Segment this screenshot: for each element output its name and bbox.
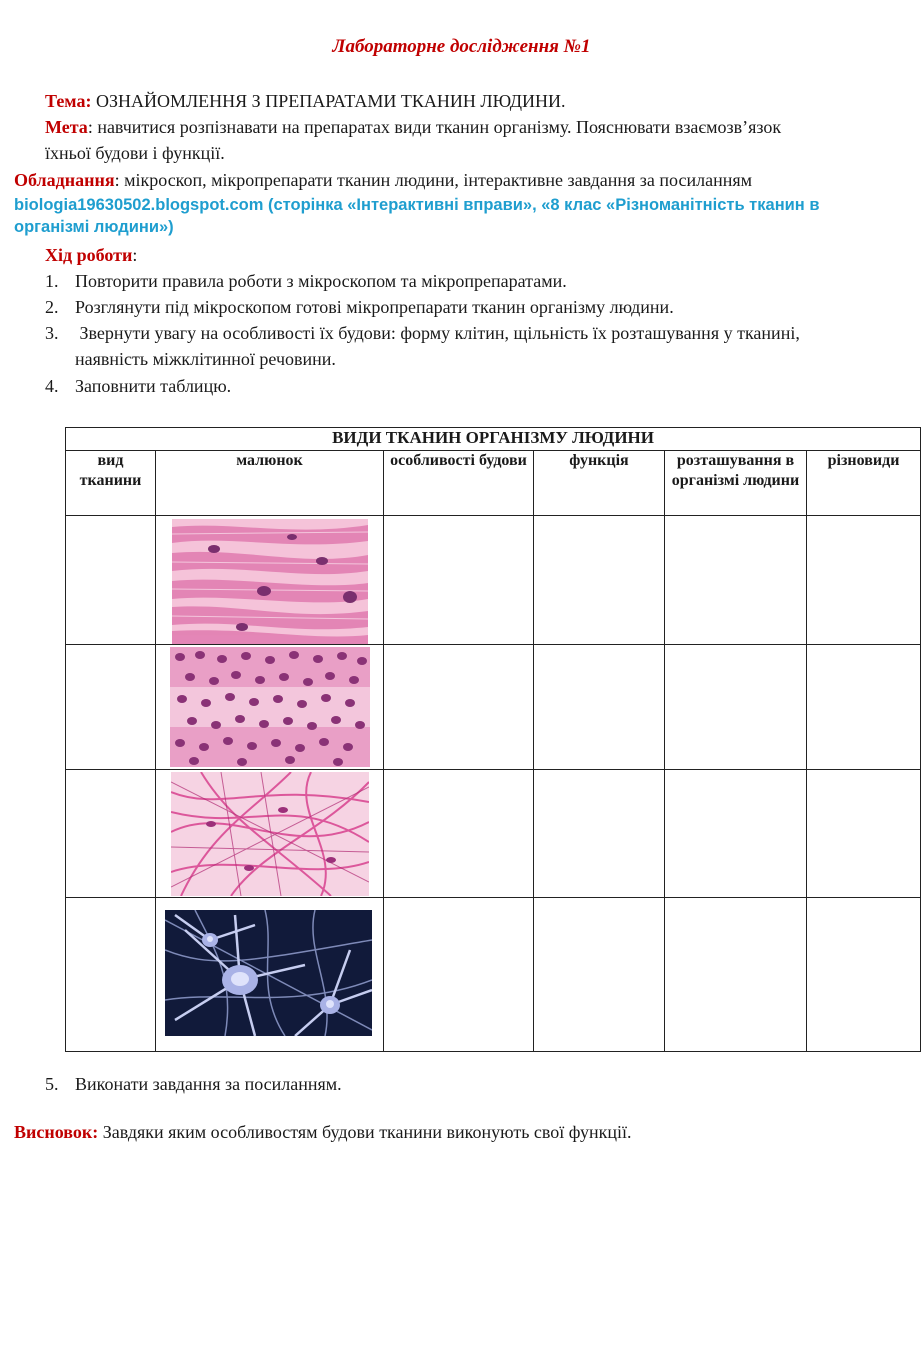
column-header: особливості будови: [384, 451, 534, 516]
procedure-step-continued: наявність міжклітинної речовини.: [75, 349, 336, 369]
procedure-heading: [45, 242, 137, 268]
table-cell[interactable]: [384, 898, 534, 1052]
equipment-line: [14, 167, 752, 193]
table-caption: ВИДИ ТКАНИН ОРГАНІЗМУ ЛЮДИНИ: [66, 428, 921, 451]
topic-text: ОЗНАЙОМЛЕННЯ З ПРЕПАРАТАМИ ТКАНИН ЛЮДИНИ.: [95, 91, 566, 111]
equipment-link[interactable]: biologia19630502.blogspot.com (сторінка «Інтерактивні вправи», «8 клас «Різноманітність тканин в: [14, 196, 820, 214]
step-number: 1.: [45, 271, 59, 291]
procedure-step: [45, 320, 800, 346]
table-row: [66, 898, 921, 1052]
column-header: функція: [534, 451, 665, 516]
page-title: Лабораторне дослідження №1: [332, 36, 591, 57]
step-number: 5.: [45, 1074, 59, 1094]
table-cell[interactable]: [534, 516, 665, 645]
step-number: 4.: [45, 376, 59, 396]
table-cell[interactable]: [384, 645, 534, 770]
image-cell: [156, 898, 384, 1052]
goal-text: : навчитися розпізнавати на препаратах види тканин організму. Пояснювати взаємозв’язок: [87, 117, 782, 137]
step-number: 2.: [45, 297, 59, 317]
table-cell[interactable]: [384, 770, 534, 898]
step-text: Повторити правила роботи з мікроскопом та мікропрепаратами.: [75, 271, 567, 291]
step-text: Заповнити таблицю.: [75, 376, 232, 396]
table-cell[interactable]: [534, 898, 665, 1052]
table-row: [66, 645, 921, 770]
goal-line: [45, 114, 781, 140]
procedure-step: [45, 294, 674, 320]
procedure-colon: :: [132, 245, 138, 265]
procedure-step: [45, 268, 567, 294]
table-cell[interactable]: [665, 898, 807, 1052]
conclusion-line: [14, 1119, 632, 1145]
table-cell[interactable]: [807, 770, 921, 898]
nervous-tissue-micrograph: [165, 910, 372, 1036]
table-cell[interactable]: [66, 645, 156, 770]
equipment-link-continued[interactable]: організмі людини»): [14, 218, 174, 236]
column-header: вид тканини: [66, 451, 156, 516]
procedure-step: [45, 373, 231, 399]
table-cell[interactable]: [807, 645, 921, 770]
conclusion-label: Висновок:: [14, 1122, 99, 1142]
goal-text-continued: їхньої будови і функції.: [45, 143, 225, 163]
table-cell[interactable]: [807, 516, 921, 645]
tissue-table: [65, 427, 921, 1052]
muscle-tissue-micrograph: [172, 519, 368, 644]
table-cell[interactable]: [534, 645, 665, 770]
topic-label: Тема:: [45, 91, 92, 111]
table-cell[interactable]: [665, 516, 807, 645]
connective-tissue-micrograph: [171, 772, 369, 896]
image-cell: [156, 770, 384, 898]
column-header: різновиди: [807, 451, 921, 516]
table-cell[interactable]: [807, 898, 921, 1052]
table-cell[interactable]: [66, 770, 156, 898]
conclusion-text: Завдяки яким особливостям будови тканини виконують свої функції.: [102, 1122, 632, 1142]
procedure-step: [45, 1071, 342, 1097]
image-cell: [156, 645, 384, 770]
topic-line: [45, 88, 566, 114]
column-header: малюнок: [156, 451, 384, 516]
column-header: розташування в організмі людини: [665, 451, 807, 516]
table-cell[interactable]: [665, 645, 807, 770]
table-cell[interactable]: [384, 516, 534, 645]
table-row: [66, 770, 921, 898]
step-text: Виконати завдання за посиланням.: [75, 1074, 342, 1094]
table-cell[interactable]: [66, 898, 156, 1052]
table-cell[interactable]: [534, 770, 665, 898]
epithelial-tissue-micrograph: [170, 647, 370, 767]
step-number: 3.: [45, 323, 59, 343]
step-text: Розглянути під мікроскопом готові мікропрепарати тканин організму людини.: [75, 297, 674, 317]
table-row: [66, 516, 921, 645]
table-cell[interactable]: [665, 770, 807, 898]
image-cell: [156, 516, 384, 645]
equipment-text: : мікроскоп, мікропрепарати тканин людини, інтерактивне завдання за посиланням: [114, 170, 753, 190]
step-text: Звернути увагу на особливості їх будови: форму клітин, щільність їх розташування у тканині,: [75, 323, 800, 343]
procedure-label: Хід роботи: [45, 245, 133, 265]
table-cell[interactable]: [66, 516, 156, 645]
goal-label: Мета: [45, 117, 88, 137]
equipment-label: Обладнання: [14, 170, 115, 190]
